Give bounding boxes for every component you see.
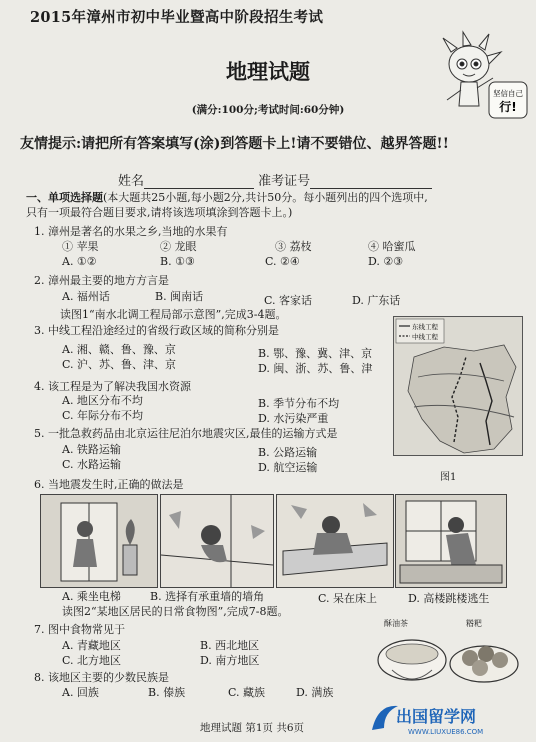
q2-stem: 2. 漳州最主要的地方方言是 <box>34 274 169 287</box>
figure-2-food-image <box>372 630 522 692</box>
q6-image-corner <box>160 494 274 588</box>
watermark-site-name: 出国留学网 <box>396 707 477 726</box>
q5-option-b: B. 公路运输 <box>258 446 318 459</box>
q1-option-d: D. ②③ <box>368 255 404 268</box>
exam-no-label: 准考证号 <box>258 174 311 189</box>
q3-option-c: C. 沪、苏、鲁、津、京 <box>62 358 177 371</box>
mascot-illustration <box>433 30 529 126</box>
q6-stem: 6. 当地震发生时,正确的做法是 <box>34 478 184 491</box>
q7-option-b: B. 西北地区 <box>200 639 260 652</box>
q4-option-c: C. 年际分布不均 <box>62 409 144 422</box>
read-instruction-1: 读图1“南水北调工程局部示意图”,完成3-4题。 <box>60 308 287 321</box>
figure-2-label-1: 酥油茶 <box>384 619 408 628</box>
q2-option-d: D. 广东话 <box>352 294 401 307</box>
notice: 友情提示:请把所有答案填写(涂)到答题卡上!请不要错位、越界答题!! <box>20 136 449 152</box>
region-outline <box>408 345 516 453</box>
q8-option-b: B. 傣族 <box>148 686 186 699</box>
q3-option-b: B. 鄂、豫、冀、津、京 <box>258 347 373 360</box>
q4-option-a: A. 地区分布不均 <box>62 394 143 407</box>
q5-option-d: D. 航空运输 <box>258 461 318 474</box>
q8-stem: 8. 该地区主要的少数民族是 <box>34 671 169 684</box>
q6-option-b: B. 选择有承重墙的墙角 <box>150 590 265 603</box>
q6-option-c: C. 呆在床上 <box>318 592 378 605</box>
q2-option-c: C. 客家话 <box>264 294 313 307</box>
figure-1-caption: 图1 <box>440 472 457 483</box>
q3-option-d: D. 闽、浙、苏、鲁、津 <box>258 362 373 375</box>
section-intro-line-1: 一、单项选择题(本大题共25小题,每小题2分,共计50分。每小题列出的四个选项中, <box>26 191 428 204</box>
q5-stem: 5. 一批急救药品由北京运往尼泊尔地震灾区,最佳的运输方式是 <box>34 427 338 440</box>
q8-option-d: D. 满族 <box>296 686 334 699</box>
q6-image-elevator <box>40 494 158 588</box>
q1-option-a: A. ①② <box>62 255 97 268</box>
read-instruction-2: 读图2“某地区居民的日常食物图”,完成7-8题。 <box>62 605 289 618</box>
mascot-text-2: 行! <box>499 100 517 114</box>
q8-option-a: A. 回族 <box>62 686 99 699</box>
q7-stem: 7. 图中食物常见于 <box>34 623 125 636</box>
q1-item: ② 龙眼 <box>160 240 197 253</box>
q6-image-jump <box>395 494 507 588</box>
exam-title: 2015年漳州市初中毕业暨高中阶段招生考试 <box>30 9 324 26</box>
q2-option-a: A. 福州话 <box>62 290 110 303</box>
name-row <box>118 170 432 189</box>
q7-option-a: A. 青藏地区 <box>62 639 121 652</box>
q4-option-b: B. 季节分布不均 <box>258 397 340 410</box>
q1-option-c: C. ②④ <box>265 255 300 268</box>
q1-item: ① 苹果 <box>62 240 99 253</box>
name-label: 姓名 <box>118 174 145 189</box>
legend-middle: 中线工程 <box>412 333 438 341</box>
legend-east: 东线工程 <box>412 323 438 331</box>
subject-title: 地理试题 <box>226 59 310 84</box>
q2-option-b: B. 闽南话 <box>155 290 204 303</box>
q5-option-c: C. 水路运输 <box>62 458 122 471</box>
watermark-url: WWW.LIUXUE86.COM <box>408 728 484 736</box>
figure-2-label-2: 糌粑 <box>466 619 482 628</box>
name-blank <box>144 176 254 189</box>
site-watermark <box>368 700 536 742</box>
watermark-logo <box>368 700 536 738</box>
q7-option-c: C. 北方地区 <box>62 654 122 667</box>
q3-stem: 3. 中线工程沿途经过的省级行政区域的简称分别是 <box>34 324 279 337</box>
south-north-water-map <box>394 317 522 455</box>
q4-stem: 4. 该工程是为了解决我国水资源 <box>34 380 191 393</box>
q1-item: ④ 哈蜜瓜 <box>368 240 416 253</box>
q8-option-c: C. 藏族 <box>228 686 266 699</box>
q3-option-a: A. 湘、赣、鲁、豫、京 <box>62 343 176 356</box>
section-heading: 一、单项选择题 <box>26 191 103 204</box>
mascot-text-1: 坚信自己 <box>493 89 523 98</box>
q1-item: ③ 荔枝 <box>275 240 312 253</box>
q1-stem: 1. 漳州是著名的水果之乡,当地的水果有 <box>34 225 228 238</box>
exam-meta: (满分:100分;考试时间:60分钟) <box>191 104 345 116</box>
exam-no-blank <box>310 176 432 189</box>
q1-option-b: B. ①③ <box>160 255 195 268</box>
q6-option-d: D. 高楼跳楼逃生 <box>408 592 490 605</box>
q4-option-d: D. 水污染严重 <box>258 412 329 425</box>
figure-1-map <box>393 316 523 456</box>
q5-option-a: A. 铁路运输 <box>62 443 121 456</box>
q7-option-d: D. 南方地区 <box>200 654 260 667</box>
swoosh-icon <box>372 706 398 730</box>
section-intro-line-2: 只有一项最符合题目要求,请将该选项填涂到答题卡上。) <box>26 206 293 219</box>
page-footer: 地理试题 第1页 共6页 <box>200 722 305 734</box>
q6-image-bed <box>276 494 394 588</box>
q6-option-a: A. 乘坐电梯 <box>62 590 121 603</box>
